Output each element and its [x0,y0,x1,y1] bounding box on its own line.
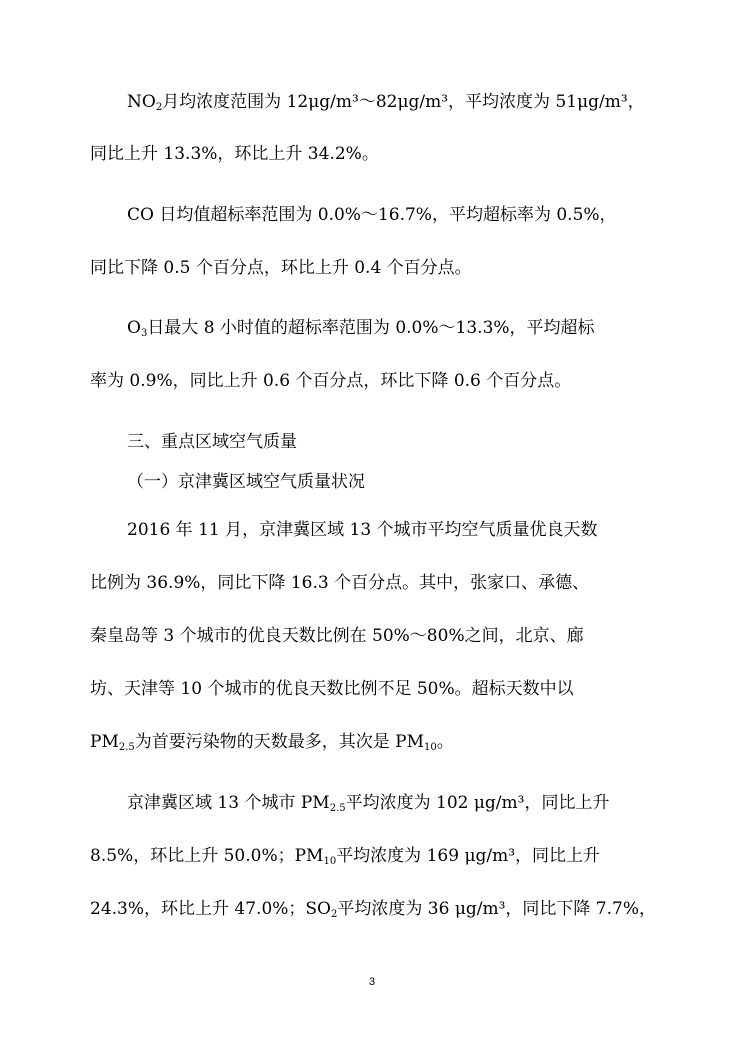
o3-line-2: 率为 0.9%，同比上升 0.6 个百分点，环比下降 0.6 个百分点。 [90,371,572,391]
page-number: 3 [368,976,376,988]
o3-line-1 [127,316,660,340]
no2-line-2: 同比上升 13.3%，环比上升 34.2%。 [90,144,379,164]
pm-line-3 [90,897,660,921]
pm-line-3-a: 24.3%，环比上升 47.0%；SO [90,899,331,919]
summary-end: 。 [436,732,454,752]
no2-text: 月均浓度范围为 12μg/m³～82μg/m³，平均浓度为 51μg/m³， [162,92,645,112]
pm25-subscript: 2.5 [118,742,135,753]
pm-line-1-b: 平均浓度为 102 μg/m³，同比上升 [345,793,610,813]
pm10-subscript: 10 [424,742,437,753]
no2-line-1 [127,90,660,114]
section-heading: 三、重点区域空气质量 [127,432,297,452]
summary-text: 为首要污染物的天数最多，其次是 PM [134,732,425,752]
summary-line-1: 2016 年 11 月，京津冀区域 13 个城市平均空气质量优良天数 [127,520,598,540]
o3-subscript: 3 [140,328,148,339]
pm-line-1 [127,791,660,815]
pm-line-3-b: 平均浓度为 36 μg/m³，同比下降 7.7%， [337,899,656,919]
pm25-subscript: 2.5 [329,803,346,814]
pm25-label: PM [90,732,119,752]
pm-line-2-b: 平均浓度为 169 μg/m³，同比上升 [336,846,601,866]
summary-line-4: 坊、天津等 10 个城市的优良天数比例不足 50%。超标天数中以 [90,679,574,699]
no2-subscript: 2 [155,102,163,113]
co-line-1: CO 日均值超标率范围为 0.0%～16.7%，平均超标率为 0.5%， [127,205,617,225]
pm10-subscript: 10 [323,856,337,867]
subsection-heading: （一）京津冀区域空气质量状况 [127,472,365,492]
summary-line-3: 秦皇岛等 3 个城市的优良天数比例在 50%～80%之间，北京、廊 [90,626,584,646]
pm-line-1-a: 京津冀区域 13 个城市 PM [127,793,330,813]
pm-line-2-a: 8.5%，环比上升 50.0%；PM [90,846,324,866]
co-line-2: 同比下降 0.5 个百分点，环比上升 0.4 个百分点。 [90,258,472,278]
no2-label: NO [127,92,156,112]
pm-line-2 [90,844,660,868]
summary-line-5 [90,730,660,754]
so2-subscript: 2 [331,909,338,920]
o3-label: O [127,318,141,338]
summary-line-2: 比例为 36.9%，同比下降 16.3 个百分点。其中，张家口、承德、 [90,573,590,593]
o3-text: 日最大 8 小时值的超标率范围为 0.0%～13.3%，平均超标 [147,318,595,338]
